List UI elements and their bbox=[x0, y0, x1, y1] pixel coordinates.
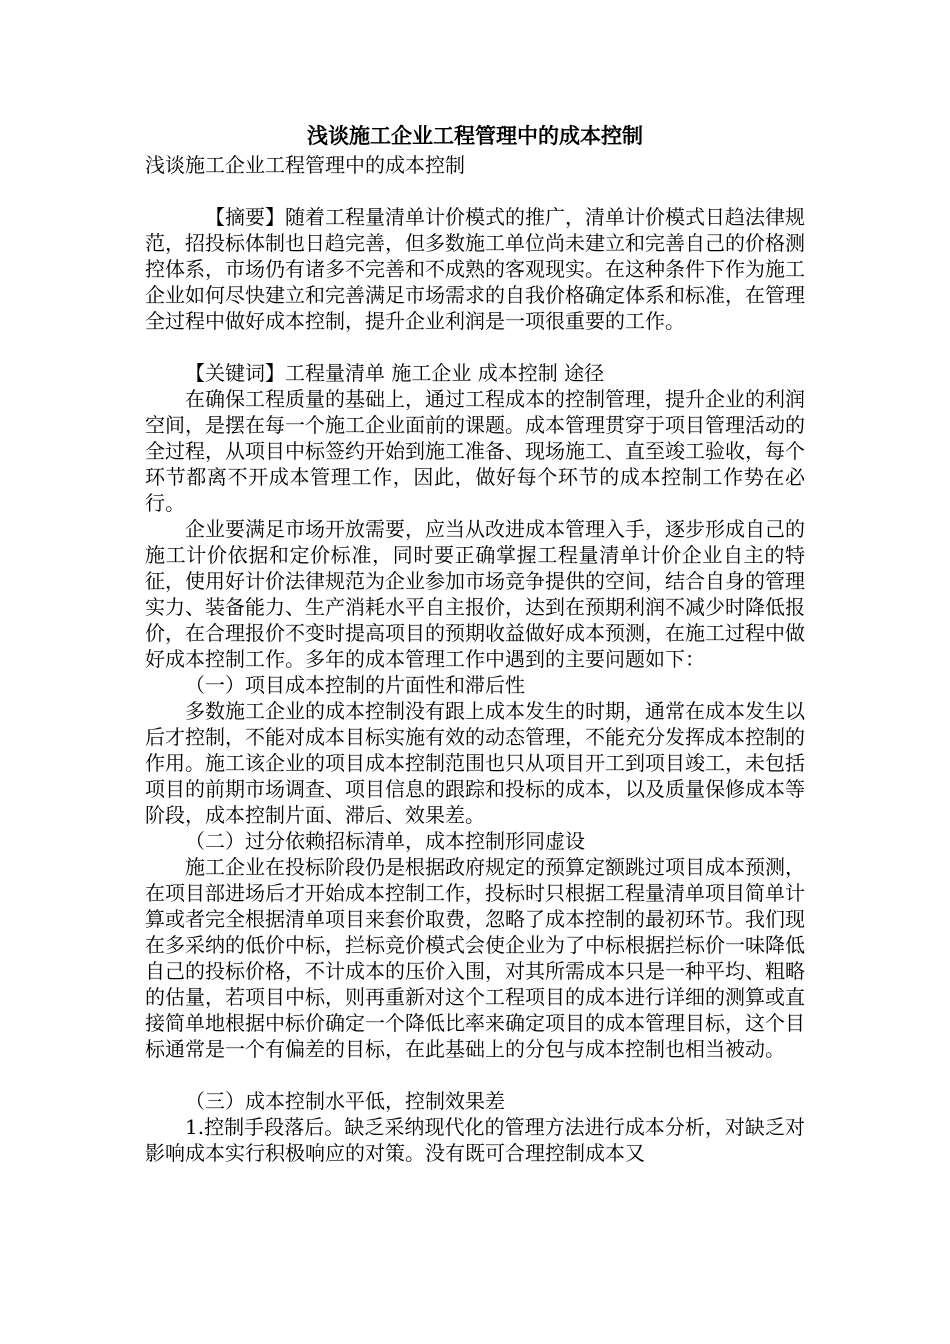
blank-line bbox=[145, 178, 805, 204]
blank-line bbox=[145, 334, 805, 360]
keywords-line: 【关键词】工程量清单 施工企业 成本控制 途径 bbox=[185, 361, 605, 385]
section-heading: （三）成本控制水平低，控制效果差 bbox=[185, 1089, 505, 1113]
blank-line bbox=[145, 1062, 805, 1088]
document-subtitle: 浅谈施工企业工程管理中的成本控制 bbox=[145, 153, 465, 177]
document-page bbox=[145, 120, 805, 1166]
section-heading: （一）项目成本控制的片面性和滞后性 bbox=[185, 673, 525, 697]
document-title: 浅谈施工企业工程管理中的成本控制 bbox=[307, 123, 643, 148]
body-paragraph: 在确保工程质量的基础上，通过工程成本的控制管理，提升企业的利润空间，是摆在每一个施工企业面前的课题。成本管理贯穿于项目管理活动的全过程，从项目中标签约开始到施工准备、现场施工、直至竣工验收，每个环节都离不开成本管理工作，因此，做好每个环节的成本控制工作势在必行。 bbox=[145, 387, 805, 515]
body-paragraph: 施工企业在投标阶段仍是根据政府规定的预算定额跳过项目成本预测，在项目部进场后才开始成本控制工作，投标时只根据工程量清单项目简单计算或者完全根据清单项目来套价取费，忽略了成本控制的最初环节。我们现在多采纳的低价中标，拦标竞价模式会使企业为了中标根据拦标价一味降低自己的投标价格，不计成本的压价入围，对其所需成本只是一种平均、粗略的估量，若项目中标，则再重新对这个工程项目的成本进行详细的测算或直接简单地根据中标价确定一个降低比率来确定项目的成本管理目标，这个目标通常是一个有偏差的目标，在此基础上的分包与成本控制也相当被动。 bbox=[145, 855, 805, 1061]
list-item: 1.控制手段落后。缺乏采纳现代化的管理方法进行成本分析，对缺乏对影响成本实行积极响应的对策。没有既可合理控制成本又 bbox=[145, 1115, 805, 1165]
abstract-paragraph: 【摘要】随着工程量清单计价模式的推广，清单计价模式日趋法律规范，招投标体制也日趋完善，但多数施工单位尚未建立和完善自己的价格测控体系，市场仍有诸多不完善和不成熟的客观现实。在这种条件下作为施工企业如何尽快建立和完善满足市场需求的自我价格确定体系和标准，在管理全过程中做好成本控制，提升企业利润是一项很重要的工作。 bbox=[145, 205, 805, 333]
section-heading: （二）过分依赖招标清单，成本控制形同虚设 bbox=[185, 829, 585, 853]
body-paragraph: 多数施工企业的成本控制没有跟上成本发生的时期，通常在成本发生以后才控制，不能对成本目标实施有效的动态管理，不能充分发挥成本控制的作用。施工该企业的项目成本控制范围也只从项目开工到项目竣工，未包括项目的前期市场调查、项目信息的跟踪和投标的成本，以及质量保修成本等阶段，成本控制片面、滞后、效果差。 bbox=[145, 699, 805, 827]
body-paragraph: 企业要满足市场开放需要，应当从改进成本管理入手，逐步形成自己的施工计价依据和定价标准，同时要正确掌握工程量清单计价企业自主的特征，使用好计价法律规范为企业参加市场竞争提供的空间，结合自身的管理实力、装备能力、生产消耗水平自主报价，达到在预期利润不减少时降低报价，在合理报价不变时提高项目的预期收益做好成本预测，在施工过程中做好成本控制工作。多年的成本管理工作中遇到的主要问题如下： bbox=[145, 517, 805, 671]
